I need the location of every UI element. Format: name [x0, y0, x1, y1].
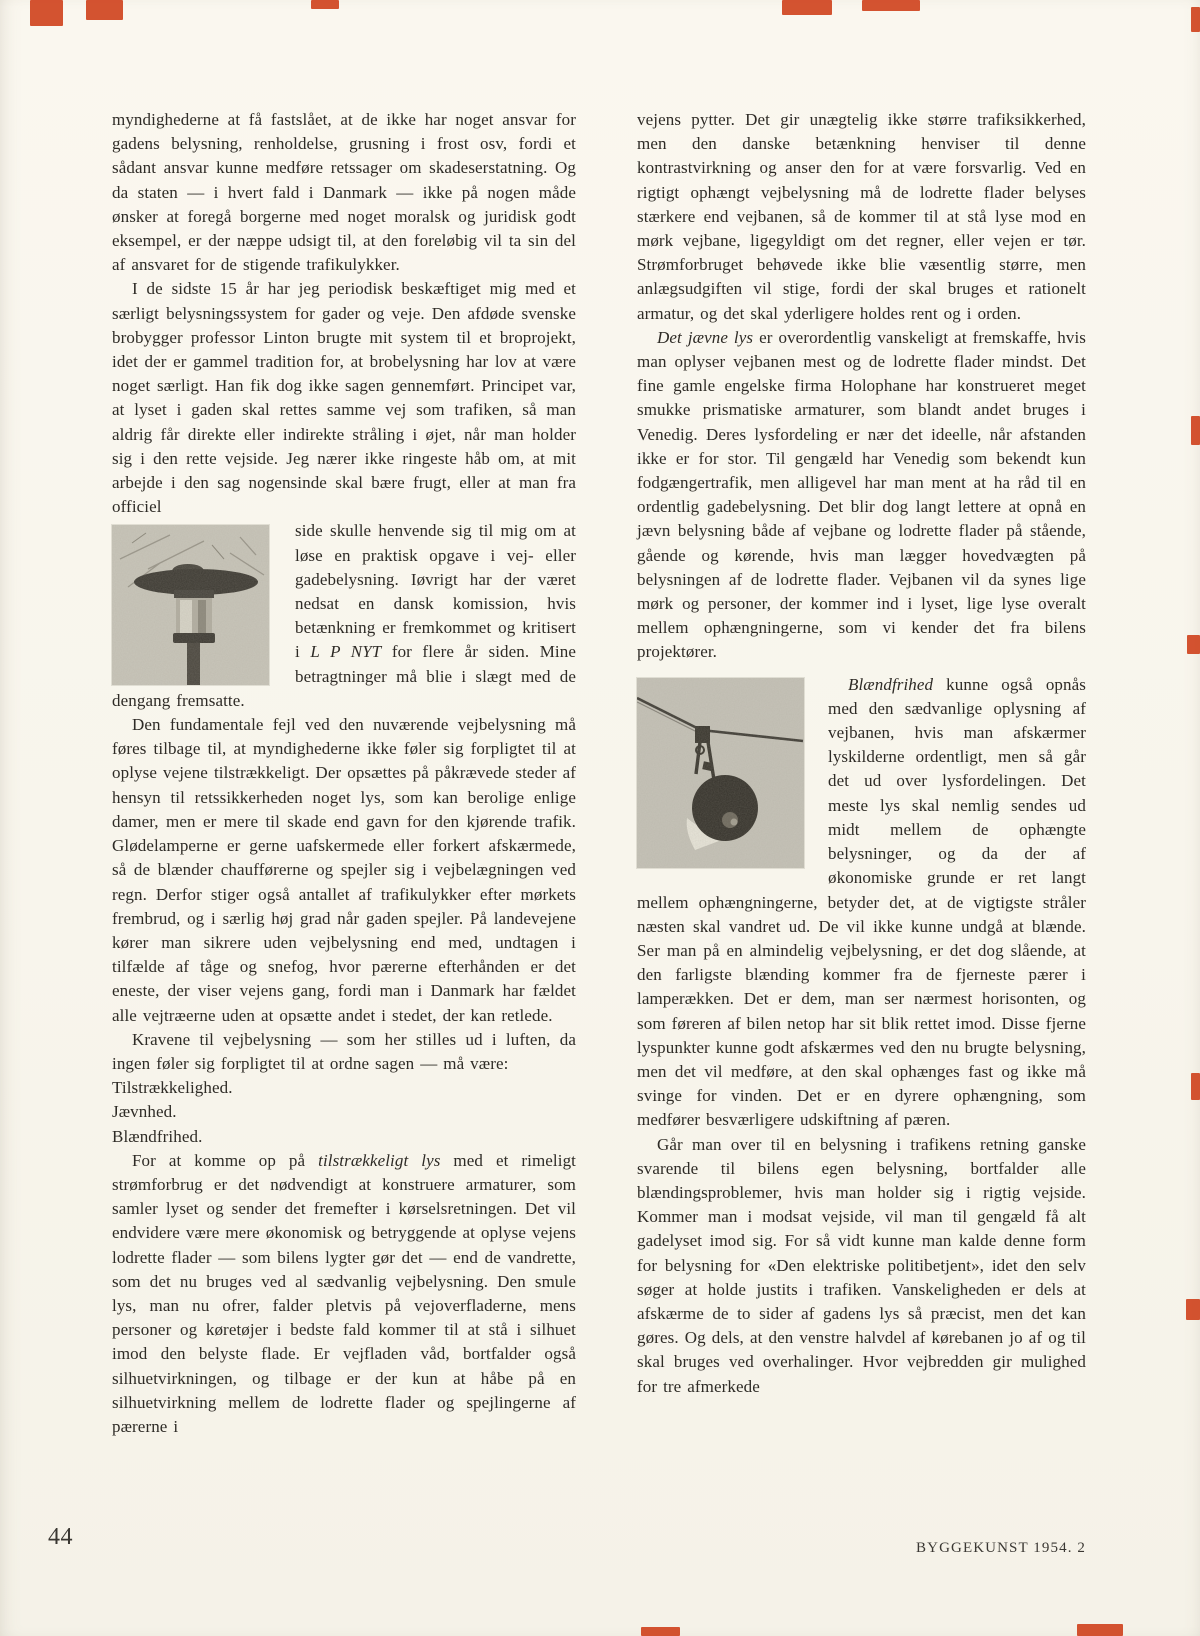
scan-mark	[862, 0, 920, 11]
right-text-column	[637, 108, 1086, 1399]
italic-segment: tilstrækkeligt lys	[318, 1150, 441, 1170]
left-text-column	[112, 108, 576, 1439]
scan-mark	[1187, 635, 1200, 654]
paragraph: Kravene til vejbelysning — som her stilles ud i luften, da ingen føler sig forpligtet til at ordne sagen — må være:	[112, 1029, 576, 1073]
scan-mark	[1191, 7, 1200, 32]
text-segment: for flere år siden. Mine betragtninger må blie i slægt med de dengang fremsatte.	[112, 642, 576, 710]
scan-mark	[1186, 1299, 1200, 1320]
journal-footer: BYGGEKUNST 1954. 2	[916, 1540, 1086, 1556]
photo-text-wrap-left	[112, 519, 576, 713]
italic-segment: L P NYT	[310, 642, 382, 662]
paragraph-continuation: myndighederne at få fastslået, at de ikke har noget ansvar for gadens belysning, renholdelse, grusning i frost osv, fordi et sådant ansvar kunne medføre retssager om skadeserstatning. Og da staten — i hvert fald i Danmark — ikke på nogen måde ønsker at foregå borgerne med noget moralsk og juridisk godt eksempel, er der næppe udsigt til, at den foreløbig vil ta sin del af ansvaret for de stigende trafikulykker.	[112, 110, 576, 275]
photo-street-lamp	[112, 525, 269, 685]
photo-suspended-lamp	[637, 678, 804, 868]
paragraph	[112, 1149, 576, 1439]
scan-mark	[782, 0, 832, 15]
scan-mark	[86, 0, 123, 20]
scan-mark	[1191, 416, 1200, 445]
list-item: Jævnhed.	[112, 1102, 177, 1122]
scan-mark	[311, 0, 339, 9]
list-item: Tilstrækkelighed.	[112, 1078, 233, 1098]
paragraph: Den fundamentale fejl ved den nuværende vejbelysning må føres tilbage til, at myndighederne ikke føler sig forpligtet til at oplyse vejene tilstrækkeligt. Der opsættes på påkrævede steder af hensyn til retssikkerheden noget lys, som kan berolige enlige damer, men er mere til skade end gavn for den kjørende trafik. Glødelamperne er gerne uafskermede eller forkert afskærmede, så de blænder chaufførerne og spejler sig i vejbelægningen ved regn. Derfor stiger også antallet af trafikulykker efter mørkets frembrud, og i særlig høj grad når gaden spejler. På landevejene kører man sikrere uden vejbelysning end med, undtagen i tilfælde af tåge og snefog, hvor pærerne efterhånden er det eneste, der viser vejens gang, fordi man i Danmark har fældet alle vejtræerne uden at opsætte andet i stedet, der kan retlede.	[112, 715, 576, 1025]
text-segment: For at komme op på	[132, 1150, 319, 1170]
italic-segment: Det jævne lys	[657, 327, 754, 347]
scan-mark	[641, 1627, 680, 1636]
list-item: Blændfrihed.	[112, 1126, 203, 1146]
scan-mark	[30, 0, 63, 26]
page-number: 44	[48, 1524, 73, 1550]
scan-mark	[1077, 1624, 1123, 1636]
paragraph	[637, 326, 1086, 665]
paragraph-continuation: vejens pytter. Det gir unægtelig ikke større trafiksikkerhed, men den danske betænkning henviser til denne kontrastvirkning og anser den for at være forsvarlig. Ved en rigtigt ophængt vejbelysning må de lodrette flader belyses stærkere end vejbanen, så de kommer til at stå lyse mod en mørk vejbane, ligegyldigt om det regner, eller vejen er tør. Strømforbruget behøvede ikke blie væsentlig større, men anlægsudgiften vil stige, fordi der skal bruges et rationelt armatur, og det skal yderligere holdes rent og i orden.	[637, 110, 1086, 323]
scan-mark	[1191, 1073, 1200, 1100]
text-segment: kunne også opnås med den sædvanlige oplysning af vejbanen, hvis man afskærmer lyskilderne ordentligt, men så går det ud over lysfordelingen. Det meste lys skal nemlig sendes ud midt mellem de ophængte belysninger, og da der af økonomiske grunde er ret langt mellem ophængningerne, betyder det, at de vigtigste stråler næsten skal vandret ud. De vil ikke kunne undgå at blænde. Ser man på en almindelig vejbelysning, er det dog slående, at den farligste blænding kommer fra de fjerneste pærer i lamperækken. Det er dem, man ser nærmest horisonten, og som føreren af bilen netop har sit blik rettet imod. Disse fjerne lyspunkter kunne godt afskærmes ved den nu brugte belysning, men det vil medføre, at den skal ophænges fast og ikke må svinge for vinden. Det er en dyrere ophængning, som medfører besværligere udskiftning af pæren.	[637, 674, 1086, 1130]
paragraph: I de sidste 15 år har jeg periodisk beskæftiget mig med et særligt belysningssystem for gader og veje. Den afdøde svenske brobygger professor Linton brugte mit system til et broprojekt, idet der er gammel tradition for, at brobelysning har lov at være noget særligt. Han fik dog ikke sagen gennemført. Principet var, at lyset i gaden skal rettes samme vej som trafiken, så man aldrig får direkte eller indirekte stråling i øjet, når man holder sig i den rette vejside. Jeg nærer ikke ringeste håb om, at mit arbejde i den sag nogensinde skal bære frugt, eller at man fra officiel	[112, 279, 576, 517]
italic-segment: Blændfrihed	[848, 674, 934, 694]
text-segment: med et rimeligt strømforbrug er det nødvendigt at konstruere armaturer, som samler lyset og sender det fremefter i kørselsretningen. Det vil endvidere være mere økonomisk og betryggende at oplyse vejens lodrette flader — som bilens lygter gør det — end de vandrette, som det nu bruges ved al sædvanlig vejbelysning. Den smule lys, man nu ofrer, falder pletvis på vejoverfladerne, mens personer og køretøjer i bedste fald kommer til at stå i silhuet imod den belyste flade. Er vejfladen våd, bortfalder også silhuetvirkningen, og tilbage er der kun at håbe på en silhuetvirkning mellem de lodrette flader og spejlingerne af pærerne i	[112, 1150, 576, 1436]
paragraph: Går man over til en belysning i trafikens retning ganske svarende til bilens egen belysning, bortfalder alle blændingsproblemer, hvis man holder sig i rigtig vejside. Kommer man i modsat vejside, vil man til gengæld få alt gadelyset imod sig. For så vidt kunne man kalde denne form for belysning for «Den elektriske politibetjent», idet den selv søger at holde justits i trafiken. Vanskeligheden er dels at afskærme de to sider af gadens lys så præcist, men det kan gøres. Og dels, at den venstre halvdel af kørebanen jo af og til skal bruges ved overhalinger. Hvor vejbredden gir mulighed for tre afmerkede	[637, 1134, 1086, 1396]
text-segment: side skulle henvende sig til mig om at løse en praktisk opgave i vej- eller gadebelysning. Iøvrigt har der været nedsat en dansk komission, hvis betænkning er fremkommet og kritisert i	[295, 521, 576, 662]
photo-text-wrap-right	[637, 673, 1086, 1133]
text-segment: er overordentlig vanskeligt at fremskaffe, hvis man oplyser vejbanen mest og de lodrette flader mindst. Det fine gamle engelske firma Holophane har konstrueret meget smukke prismatiske armaturer, som blandt andet bruges i Venedig. Deres lysfordeling er nær det ideelle, når afstanden ikke er for stor. Til gengæld har Venedig som bekendt kun fodgængertrafik, men alligevel har man ment at ha råd til en ordentlig gadebelysning. Det blir dog langt lettere at opnå en jævn belysning både af vejbane og lodrette flader på stående, gående og kørende, hvis man lægger hovedvægten på belysningen af de lodrette flader. Vejbanen vil da synes lige mørk og personer, der kommer ind i lyset, lige lyse overalt mellem ophængningerne, som vi kender det fra bilens projektører.	[637, 327, 1086, 662]
